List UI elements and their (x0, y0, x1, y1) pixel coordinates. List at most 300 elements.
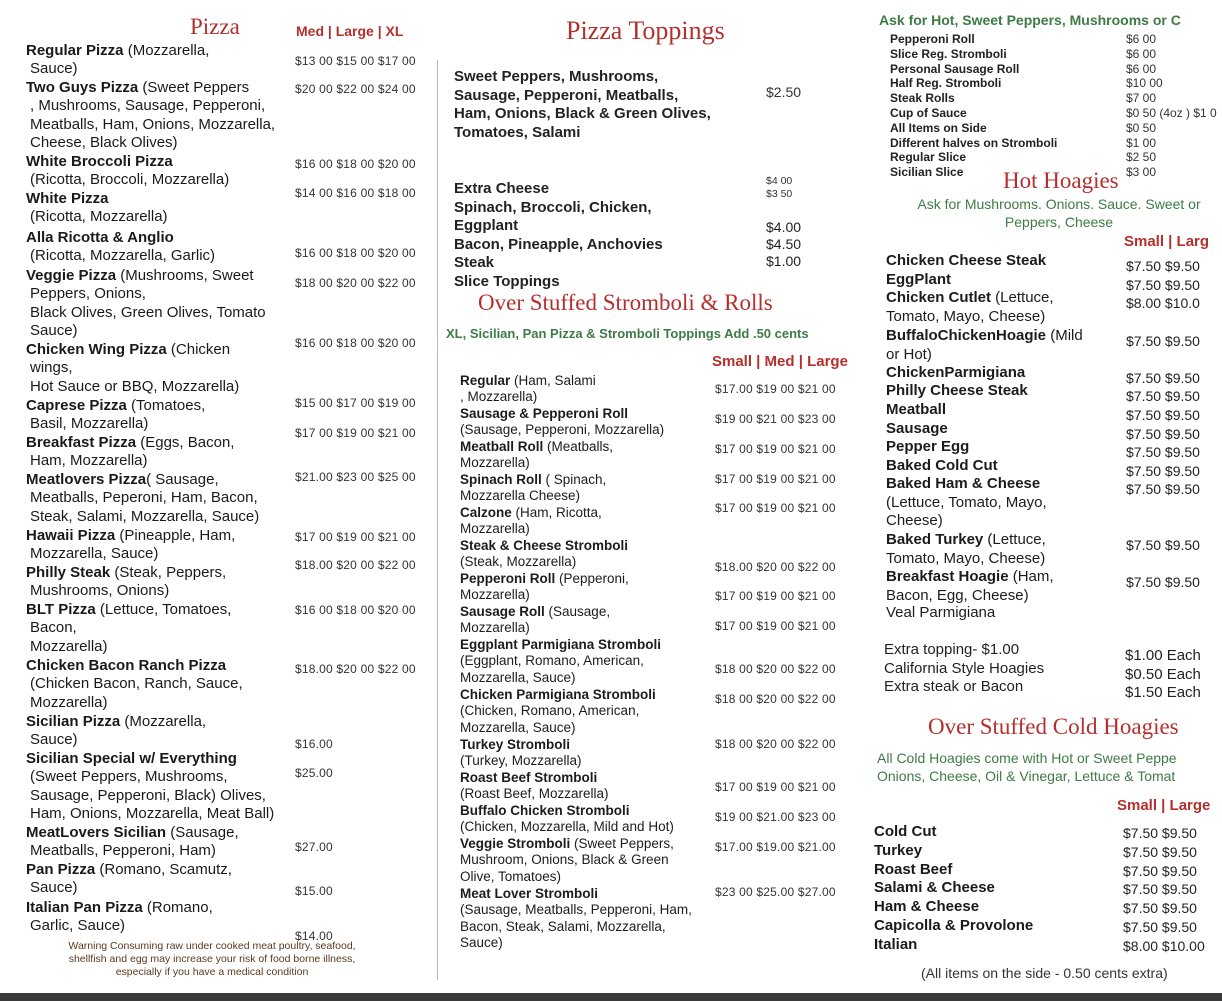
pizza-item-name: Sicilian Pizza (26, 713, 121, 730)
side-item-name: Pepperoni Roll (890, 32, 975, 46)
hot-hoagie-item-prices: $7.50 $9.50 (1126, 277, 1200, 293)
stromboli-item (460, 803, 674, 836)
pizza-item-desc: Bacon, (30, 619, 77, 637)
stromboli-item-desc: (Eggplant, Romano, American, (460, 653, 644, 669)
pizza-item-desc: Steak, Salami, Mozzarella, Sauce) (30, 507, 260, 525)
pizza-item (26, 861, 232, 898)
hot-hoagie-item (886, 289, 1054, 326)
hot-hoagie-item-name: Chicken Cutlet (886, 289, 992, 306)
topping-line: Tomatoes, Salami (454, 123, 581, 141)
side-item-name: Sicilian Slice (890, 165, 964, 180)
pizza-item-desc: Sauce) (30, 322, 78, 340)
hot-hoagie-item-desc: (Lettuce, Tomato, Mayo, (886, 493, 1047, 511)
pizza-item (26, 527, 235, 564)
stromboli-item-prices: $19 00 $21 00 $23 00 (715, 412, 836, 426)
side-item-price: $2 50 (1126, 150, 1157, 165)
stromboli-item-prices: $18 00 $20 00 $22 00 (715, 662, 836, 676)
hot-hoagie-item-prices: $7.50 $9.50 (1126, 574, 1200, 590)
hot-hoagie-item (886, 252, 1046, 271)
stromboli-title: Over Stuffed Stromboli & Rolls (478, 290, 773, 315)
stromboli-item-desc: (Pepperoni, (555, 571, 629, 586)
stromboli-item-prices: $19 00 $21.00 $23 00 (715, 810, 836, 824)
warning-line: especially if you have a medical condition (115, 966, 309, 978)
hot-hoagie-item (886, 420, 948, 439)
pizza-item-name: Meatlovers Pizza (26, 471, 147, 488)
hot-hoagie-item (886, 531, 1046, 568)
stromboli-item (460, 439, 613, 472)
extra-price: $1.50 Each (1125, 684, 1201, 702)
stromboli-item-desc: (Chicken, Romano, American, (460, 703, 640, 719)
stromboli-item (460, 836, 674, 885)
side-item-name: Half Reg. Stromboli (890, 76, 1002, 91)
stromboli-item-desc: (Ham, Ricotta, (511, 505, 602, 520)
pizza-item (26, 434, 234, 471)
pizza-item-desc: Sauce) (30, 879, 78, 897)
pizza-item-desc: (Ricotta, Broccoli, Mozzarella) (30, 171, 230, 189)
pizza-item (26, 564, 226, 601)
pizza-item-name: Sicilian Special w/ Everything (26, 750, 237, 767)
pizza-item (26, 341, 239, 396)
stromboli-item-desc: (Turkey, Mozzarella) (460, 753, 582, 769)
toppings-group-1 (454, 68, 711, 142)
bottom-edge (0, 993, 1222, 1001)
topping-line: Steak (454, 254, 495, 272)
hot-hoagie-item-desc: Cheese) (886, 512, 943, 530)
pizza-item-name: White Broccoli Pizza (26, 153, 173, 170)
pizza-item-desc: Meatballs, Ham, Onions, Mozzarella, (30, 115, 276, 133)
topping-line: Ham, Onions, Black & Green Olives, (454, 105, 711, 123)
pizza-item-desc: Mushrooms, Onions) (30, 582, 170, 600)
stromboli-item-desc: (Ham, Salami (510, 373, 596, 388)
pizza-item-prices: $17 00 $19 00 $21 00 (295, 426, 416, 440)
pizza-item (26, 267, 266, 341)
pizza-item-desc: Ham, Onions, Mozzarella, Meat Ball) (30, 805, 275, 823)
hot-hoagie-item (886, 438, 969, 457)
side-item-price: $6 00 (1126, 61, 1157, 76)
hot-hoagie-item-desc: (Mild (1046, 327, 1083, 344)
cold-hoagies-title: Over Stuffed Cold Hoagies (928, 714, 1179, 739)
stromboli-item-name: Calzone (460, 505, 512, 520)
stromboli-item (460, 886, 692, 952)
hot-hoagie-item-prices: $7.50 $9.50 (1126, 258, 1200, 274)
toppings-title: Pizza Toppings (566, 16, 725, 45)
stromboli-item-desc: Mozzarella) (460, 521, 530, 537)
stromboli-item-prices: $23 00 $25.00 $27.00 (715, 885, 836, 899)
pizza-item-prices: $16 00 $18 00 $20 00 (295, 603, 416, 617)
pizza-item-prices: $21.00 $23 00 $25 00 (295, 470, 416, 484)
hot-hoagie-item-prices: $7.50 $9.50 (1126, 333, 1200, 349)
hot-hoagie-item-name: Meatball (886, 401, 947, 418)
pizza-item (26, 750, 274, 824)
pizza-item-desc: (Mozzarella, (120, 713, 207, 730)
hot-hoagie-item-prices: $8.00 $10.0 (1126, 295, 1200, 311)
hot-hoagie-item-prices: $7.50 $9.50 (1126, 444, 1200, 460)
hot-hoagie-item (886, 604, 995, 623)
hot-hoagie-item (886, 568, 1054, 605)
cold-hoagies-price-header: Small | Large (1117, 797, 1211, 814)
side-item-price: $7 00 (1126, 91, 1157, 106)
topping-line: Eggplant (454, 217, 519, 235)
hot-hoagie-item (886, 271, 951, 290)
pizza-item-name: Philly Steak (26, 564, 111, 581)
pizza-item (26, 713, 206, 750)
toppings-small-prices (766, 175, 792, 200)
stromboli-item-desc: (Chicken, Mozzarella, Mild and Hot) (460, 819, 674, 835)
pizza-item-prices: $18.00 $20 00 $22 00 (295, 558, 416, 572)
stromboli-item-prices: $17 00 $19 00 $21 00 (715, 780, 836, 794)
stromboli-item-prices: $17 00 $19 00 $21 00 (715, 442, 836, 456)
extra-item: California Style Hoagies (884, 659, 1045, 677)
pizza-item-prices: $16 00 $18 00 $20 00 (295, 157, 416, 171)
pizza-item-prices: $16.00 (295, 737, 333, 751)
topping-price: $3 50 (766, 187, 793, 200)
stromboli-item-desc: (Sweet Peppers, (570, 836, 674, 851)
stromboli-item-prices: $18.00 $20 00 $22 00 (715, 560, 836, 574)
stromboli-item-desc: Mozzarella Cheese) (460, 488, 581, 504)
stromboli-item-name: Spinach Roll (460, 472, 542, 487)
hot-hoagie-item-prices: $7.50 $9.50 (1126, 407, 1200, 423)
topping-price: $4 00 (766, 175, 793, 187)
cold-hoagie-name: Ham & Cheese (874, 898, 980, 916)
cold-hoagie-name: Roast Beef (874, 860, 953, 878)
hot-hoagie-item (886, 475, 1047, 531)
stromboli-item-name: Buffalo Chicken Stromboli (460, 803, 630, 818)
side-item-name: Cup of Sauce (890, 106, 967, 120)
pizza-item-desc: Ham, Mozzarella) (30, 452, 148, 470)
pizza-item-desc: ( Sausage, (146, 471, 219, 488)
topping-line: Bacon, Pineapple, Anchovies (454, 235, 663, 253)
stromboli-item-name: Roast Beef Stromboli (460, 770, 598, 785)
hot-hoagie-item-prices: $7.50 $9.50 (1126, 481, 1200, 497)
hot-hoagie-item-desc: (Lettuce, (991, 289, 1054, 306)
pizza-item-prices: $25.00 (295, 766, 333, 780)
pizza-price-header: Med | Large | XL (296, 23, 404, 39)
cold-hoagie-name: Turkey (874, 841, 923, 859)
pizza-item-desc: (Tomatoes, (126, 397, 206, 414)
warning-line: Warning Consuming raw under cooked meat poultry, seafood, (68, 940, 356, 952)
pizza-item-desc: (Sausage, (166, 824, 239, 841)
stromboli-item-name: Pepperoni Roll (460, 571, 556, 586)
stromboli-item-desc: Mozzarella) (460, 587, 530, 603)
pizza-item-desc: (Chicken Bacon, Ranch, Sauce, (30, 675, 243, 693)
stromboli-item-desc: (Sausage, Meatballs, Pepperoni, Ham, (460, 902, 692, 918)
pizza-item-name: Alla Ricotta & Anglio (26, 229, 174, 246)
stromboli-item-desc: ( Spinach, (541, 472, 607, 487)
side-item-name: Regular Slice (890, 150, 967, 165)
hot-hoagie-item-prices: $7.50 $9.50 (1126, 537, 1200, 553)
pizza-item-desc: wings, (30, 359, 73, 377)
stromboli-item-prices: $17 00 $19 00 $21 00 (715, 589, 836, 603)
hot-hoagies-title: Hot Hoagies (1003, 168, 1119, 193)
cold-hoagies-note-line: Onions, Cheese, Oil & Vinegar, Lettuce & Tomat (877, 768, 1176, 784)
pizza-item-name: BLT Pizza (26, 601, 96, 618)
cold-hoagie-prices: $7.50 $9.50 (1123, 881, 1197, 898)
side-item-name: Steak Rolls (890, 91, 955, 106)
hot-hoagie-item-name: Baked Cold Cut (886, 457, 998, 474)
topping-price: $4.00 (766, 219, 802, 235)
pizza-item-name: Regular Pizza (26, 42, 124, 59)
hot-hoagie-item (886, 401, 946, 420)
cold-hoagies-footnote: (All items on the side - 0.50 cents extra) (921, 965, 1168, 981)
pizza-item-prices: $18 00 $20 00 $22 00 (295, 276, 416, 290)
pizza-item-desc: Black Olives, Green Olives, Tomato (30, 303, 266, 321)
hot-hoagie-item-desc: Veal Parmigiana (886, 604, 996, 621)
stromboli-item-desc: Olive, Tomatoes) (460, 868, 562, 884)
stromboli-item-desc: Mozzarella, Sauce) (460, 719, 576, 735)
stromboli-item (460, 637, 661, 686)
topping-price: $1.00 (766, 253, 802, 269)
hot-hoagie-item-name: Sausage (886, 420, 948, 437)
pizza-item-desc: (Ricotta, Mozzarella, Garlic) (30, 247, 216, 265)
hot-hoagie-item (886, 457, 998, 476)
pizza-item (26, 899, 213, 936)
column-divider (437, 60, 438, 980)
hot-hoagie-item-desc: Tomato, Mayo, Cheese) (886, 549, 1046, 567)
cold-hoagies-note (877, 749, 1177, 785)
stromboli-item-desc: Sauce) (460, 935, 503, 951)
stromboli-item (460, 538, 628, 571)
stromboli-item (460, 505, 602, 538)
stromboli-item-name: Turkey Stromboli (460, 737, 571, 752)
pizza-item-desc: (Ricotta, Mozzarella) (30, 208, 168, 226)
pizza-item (26, 42, 209, 79)
cold-hoagie-name: Capicolla & Provolone (874, 917, 1034, 934)
pizza-item-name: Two Guys Pizza (26, 79, 139, 96)
hot-hoagie-item-name: Baked Ham & Cheese (886, 475, 1041, 492)
stromboli-item (460, 406, 664, 439)
hot-hoagie-item (886, 364, 1025, 383)
pizza-item-desc: Hot Sauce or BBQ, Mozzarella) (30, 377, 240, 395)
hot-hoagie-item-desc: or Hot) (886, 345, 932, 363)
stromboli-item-desc: (Sausage, Pepperoni, Mozzarella) (460, 422, 665, 438)
pizza-item-name: Hawaii Pizza (26, 527, 116, 544)
pizza-title: Pizza (190, 14, 240, 39)
extra-item: Extra topping- $1.00 (884, 641, 1020, 658)
warning-line: shellfish and egg may increase your risk of food borne illness, (68, 953, 356, 965)
stromboli-item-desc: (Steak, Mozzarella) (460, 554, 577, 570)
pizza-item-desc: Meatballs, Pepperoni, Ham) (30, 842, 216, 860)
cold-hoagies-note-line: All Cold Hoagies come with Hot or Sweet Peppe (877, 750, 1177, 766)
pizza-item-desc: Sauce) (30, 60, 78, 78)
hot-hoagie-item-desc: Tomato, Mayo, Cheese) (886, 307, 1046, 325)
pizza-item (26, 601, 231, 656)
pizza-item-prices: $14.00 (295, 929, 333, 943)
pizza-item-prices: $13 00 $15 00 $17 00 (295, 54, 416, 68)
stromboli-item (460, 472, 606, 505)
topping-line: Extra Cheese (454, 180, 550, 197)
hot-hoagies-price-header: Small | Larg (1124, 233, 1210, 250)
stromboli-item-desc: Mozzarella) (460, 455, 530, 471)
stromboli-item (460, 373, 596, 406)
pizza-item (26, 471, 259, 526)
pizza-item-desc: (Eggs, Bacon, (136, 434, 235, 451)
pizza-item (26, 824, 239, 861)
hot-hoagie-item-prices: $7.50 $9.50 (1126, 370, 1200, 386)
extra-price: $1.00 Each (1125, 647, 1201, 664)
side-item-price: $6 00 (1126, 32, 1157, 46)
pizza-item-name: Caprese Pizza (26, 397, 127, 414)
stromboli-item-name: Chicken Parmigiana Stromboli (460, 687, 656, 702)
stromboli-item-prices: $17 00 $19 00 $21 00 (715, 472, 836, 486)
side-item-price: $0 50 (4oz ) $1 0 (1126, 106, 1217, 120)
side-item-name: Slice Reg. Stromboli (890, 46, 1007, 61)
pizza-item-name: Chicken Wing Pizza (26, 341, 167, 358)
pizza-item-desc: (Romano, (142, 899, 213, 916)
pizza-item-desc: (Pineapple, Ham, (115, 527, 236, 544)
pizza-item-desc: (Lettuce, Tomatoes, (95, 601, 232, 618)
stromboli-item (460, 737, 582, 770)
stromboli-item-prices: $17 00 $19 00 $21 00 (715, 501, 836, 515)
side-item-price: $1 00 (1126, 135, 1157, 150)
stromboli-item-desc: , Mozzarella) (460, 389, 538, 405)
topping-price: $4.50 (766, 236, 802, 252)
stromboli-item-prices: $18 00 $20 00 $22 00 (715, 692, 836, 706)
side-item-price: $3 00 (1126, 165, 1157, 180)
pizza-item-prices: $16 00 $18 00 $20 00 (295, 246, 416, 260)
stromboli-item-desc: Mozzarella) (460, 620, 530, 636)
pizza-item-name: Pan Pizza (26, 861, 96, 878)
pizza-item-desc: Cheese, Black Olives) (30, 134, 178, 152)
topping-line: Spinach, Broccoli, Chicken, (454, 198, 652, 216)
hot-hoagie-item-desc: Bacon, Egg, Cheese) (886, 586, 1029, 604)
pizza-item-prices: $14 00 $16 00 $18 00 (295, 186, 416, 200)
pizza-item-prices: $15 00 $17 00 $19 00 (295, 396, 416, 410)
pizza-item-desc: (Mozzarella, (123, 42, 210, 59)
stromboli-item-desc: Mozzarella, Sauce) (460, 669, 576, 685)
cold-hoagie-name: Cold Cut (874, 823, 937, 840)
pizza-item-name: MeatLovers Sicilian (26, 824, 167, 841)
pizza-item-desc: Peppers, Onions, (30, 285, 146, 303)
stromboli-item-name: Meat Lover Stromboli (460, 886, 599, 901)
stromboli-item-name: Regular (460, 373, 511, 388)
hot-hoagie-item-name: BuffaloChickenHoagie (886, 327, 1047, 344)
hot-hoagie-item-name: Philly Cheese Steak (886, 382, 1028, 399)
pizza-item-desc: Meatballs, Peperoni, Ham, Bacon, (30, 489, 258, 507)
hot-hoagie-item-prices: $7.50 $9.50 (1126, 463, 1200, 479)
pizza-item (26, 229, 215, 266)
cold-hoagie-prices: $7.50 $9.50 (1123, 862, 1197, 879)
pizza-item-desc: (Sweet Peppers, Mushrooms, (30, 768, 228, 786)
stromboli-item-prices: $17.00 $19 00 $21 00 (715, 382, 836, 396)
pizza-item-desc: (Chicken (166, 341, 231, 358)
side-item-name: All Items on Side (890, 120, 987, 135)
stromboli-item (460, 687, 656, 736)
cold-hoagie-name: Italian (874, 935, 918, 953)
cold-hoagie-prices: $7.50 $9.50 (1123, 919, 1197, 935)
hot-hoagie-item-name: Pepper Egg (886, 438, 970, 455)
pizza-item-desc: Mozzarella) (30, 693, 108, 711)
stromboli-item-name: Meatball Roll (460, 439, 544, 454)
hot-hoagie-item-prices: $7.50 $9.50 (1126, 426, 1200, 442)
hot-hoagie-item (886, 382, 1028, 401)
hot-hoagie-item-name: ChickenParmigiana (886, 364, 1026, 381)
hot-hoagie-item-desc: (Lettuce, (983, 531, 1046, 548)
hot-hoagies-note-line: Ask for Mushrooms. Onions. Sauce. Sweet or (917, 196, 1201, 212)
hot-hoagie-item-name: Chicken Cheese Steak (886, 252, 1047, 269)
stromboli-note: XL, Sicilian, Pan Pizza & Stromboli Toppings Add .50 cents (446, 326, 809, 341)
pizza-item-desc: Sausage, Pepperoni, Black) Olives, (30, 786, 266, 804)
pizza-item (26, 190, 168, 227)
pizza-item-prices: $18.00 $20 00 $22 00 (295, 662, 416, 676)
stromboli-item-prices: $17.00 $19.00 $21.00 (715, 840, 836, 854)
cold-hoagie-prices: $7.50 $9.50 (1123, 900, 1197, 917)
stromboli-item-name: Eggplant Parmigiana Stromboli (460, 637, 662, 652)
hot-hoagie-item (886, 327, 1083, 364)
cold-hoagie-prices: $8.00 $10.00 (1123, 937, 1205, 954)
pizza-item-prices: $17 00 $19 00 $21 00 (295, 530, 416, 544)
stromboli-item-desc: (Sausage, (544, 604, 611, 619)
stromboli-item-desc: Mushroom, Onions, Black & Green (460, 852, 669, 868)
pizza-item-desc: Mozzarella) (30, 637, 108, 655)
pizza-item-desc: (Steak, Peppers, (110, 564, 227, 581)
pizza-item-name: Chicken Bacon Ranch Pizza (26, 657, 227, 674)
stromboli-item-prices: $17 00 $19 00 $21 00 (715, 619, 836, 633)
pizza-item-name: Italian Pan Pizza (26, 899, 143, 916)
topping-line: Sausage, Pepperoni, Meatballs, (454, 86, 679, 104)
stromboli-item (460, 571, 629, 604)
pizza-item-name: Veggie Pizza (26, 267, 117, 284)
pizza-item-desc: Sauce) (30, 731, 78, 749)
sides-note: Ask for Hot, Sweet Peppers, Mushrooms or C (879, 12, 1181, 28)
stromboli-item-desc: (Meatballs, (543, 439, 614, 454)
side-item-name: Personal Sausage Roll (890, 61, 1020, 76)
warning-note (22, 940, 402, 979)
side-item-price: $10 00 (1126, 76, 1163, 91)
stromboli-item-desc: (Roast Beef, Mozzarella) (460, 786, 609, 802)
toppings-prices (766, 219, 801, 270)
toppings-group-1-price: $2.50 (766, 84, 802, 100)
stromboli-item-prices: $18 00 $20 00 $22 00 (715, 737, 836, 751)
pizza-item-desc: , Mushrooms, Sausage, Pepperoni, (30, 97, 266, 115)
side-item-name: Different halves on Stromboli (890, 135, 1058, 150)
hoagie-extras-prices (1125, 647, 1201, 703)
hot-hoagie-item-desc: (Ham, (1008, 568, 1054, 585)
hot-hoagies-note-line: Peppers, Cheese (1004, 214, 1114, 230)
pizza-item-prices: $20 00 $22 00 $24 00 (295, 82, 416, 96)
pizza-item (26, 79, 275, 153)
hoagie-extras (884, 641, 1044, 697)
stromboli-item-name: Steak & Cheese Stromboli (460, 538, 629, 553)
stromboli-item-name: Sausage Roll (460, 604, 545, 619)
pizza-item-desc: Mozzarella, Sauce) (30, 545, 159, 563)
hot-hoagie-item-name: Breakfast Hoagie (886, 568, 1009, 585)
pizza-item-name: Breakfast Pizza (26, 434, 137, 451)
pizza-item (26, 397, 205, 434)
hot-hoagie-item-prices: $7.50 $9.50 (1126, 388, 1200, 404)
stromboli-item-name: Sausage & Pepperoni Roll (460, 406, 629, 421)
extra-price: $0.50 Each (1125, 665, 1201, 683)
pizza-item (26, 657, 243, 712)
stromboli-item-desc: Bacon, Steak, Salami, Mozzarella, (460, 918, 666, 934)
toppings-group-2 (454, 180, 663, 292)
topping-line: Slice Toppings (454, 272, 560, 290)
extra-item: Extra steak or Bacon (884, 678, 1024, 696)
hot-hoagie-item-name: EggPlant (886, 271, 952, 288)
side-item-price: $0 50 (1126, 120, 1157, 135)
cold-hoagie-prices: $7.50 $9.50 (1123, 843, 1197, 860)
pizza-item-desc: (Mushrooms, Sweet (116, 267, 254, 284)
cold-hoagie-prices: $7.50 $9.50 (1123, 825, 1197, 841)
pizza-item-desc: Garlic, Sauce) (30, 917, 126, 935)
cold-hoagie-name: Salami & Cheese (874, 879, 995, 897)
stromboli-item-name: Veggie Stromboli (460, 836, 571, 851)
stromboli-price-header: Small | Med | Large (712, 353, 848, 370)
stromboli-item (460, 770, 609, 803)
hot-hoagies-note (889, 195, 1222, 231)
pizza-item-prices: $16 00 $18 00 $20 00 (295, 336, 416, 350)
hot-hoagie-item-name: Baked Turkey (886, 531, 984, 548)
pizza-item-desc: (Romano, Scamutz, (95, 861, 232, 878)
